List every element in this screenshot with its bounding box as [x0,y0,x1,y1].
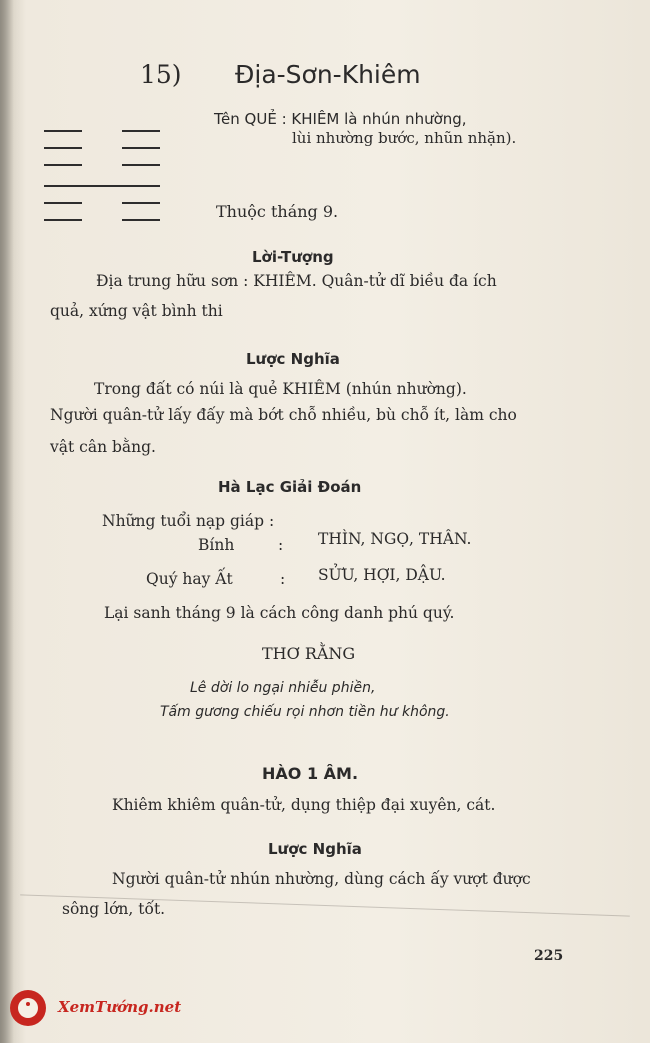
ha-lac-intro: Những tuổi nạp giáp : [102,512,275,530]
poem-line-2: Tấm gương chiếu rọi nhơn tiền hư không. [160,704,450,720]
heading-loi-tuong: Lời-Tượng [252,248,334,266]
month-line: Thuộc tháng 9. [216,202,339,221]
hexagram-name-continued: lùi nhường bước, nhũn nhặn). [292,129,517,147]
hao-1-line: Khiêm khiêm quân-tử, dụng thiệp đại xuyên, cát. [112,796,496,814]
ha-lac-conclusion: Lại sanh tháng 9 là cách công danh phú quý. [104,604,455,622]
site-watermark: XemTướng.net [58,998,182,1016]
hexagram-symbol [44,130,164,230]
ha-lac-stem-2: Quý hay Ất [146,570,233,588]
heading-luoc-nghia-1: Lược Nghĩa [246,350,340,368]
spine-shadow [0,0,14,1043]
heading-ha-lac: Hà Lạc Giải Đoán [218,478,362,496]
luoc-nghia-2-line-1: Người quân-tử nhún nhường, dùng cách ấy vượt được [112,870,531,888]
luoc-nghia-2-line-2: sông lớn, tốt. [62,900,166,918]
yin-yang-logo-icon [10,990,46,1026]
ha-lac-stem-1: Bính [198,536,235,554]
hexagram-name-line: Tên QUẺ : KHIÊM là nhún nhường, [214,110,467,128]
ha-lac-colon-2: : [280,570,286,588]
poem-line-1: Lê dời lo ngại nhiễu phiền, [190,680,376,696]
page-number: 225 [534,948,564,964]
ha-lac-colon-1: : [278,536,284,554]
ha-lac-branches-2: SỬU, HỢI, DẬU. [318,566,446,584]
luoc-nghia-1-line-3: vật cân bằng. [50,438,156,456]
loi-tuong-line-1: Địa trung hữu sơn : KHIÊM. Quân-tử dĩ biều đa ích [96,272,497,290]
page-title: Địa-Sơn-Khiêm [235,60,421,89]
heading-luoc-nghia-2: Lược Nghĩa [268,840,362,858]
section-number: 15) [140,60,182,89]
luoc-nghia-1-line-2: Người quân-tử lấy đấy mà bớt chỗ nhiều, bù chỗ ít, làm cho [50,406,517,424]
ha-lac-branches-1: THÌN, NGỌ, THÂN. [318,530,472,548]
loi-tuong-line-2: quả, xứng vật bình thi [50,302,223,320]
heading-hao-1: HÀO 1 ÂM. [262,764,359,783]
luoc-nghia-1-line-1: Trong đất có núi là quẻ KHIÊM (nhún nhường). [94,380,467,398]
heading-tho-rang: THƠ RẰNG [262,644,356,663]
